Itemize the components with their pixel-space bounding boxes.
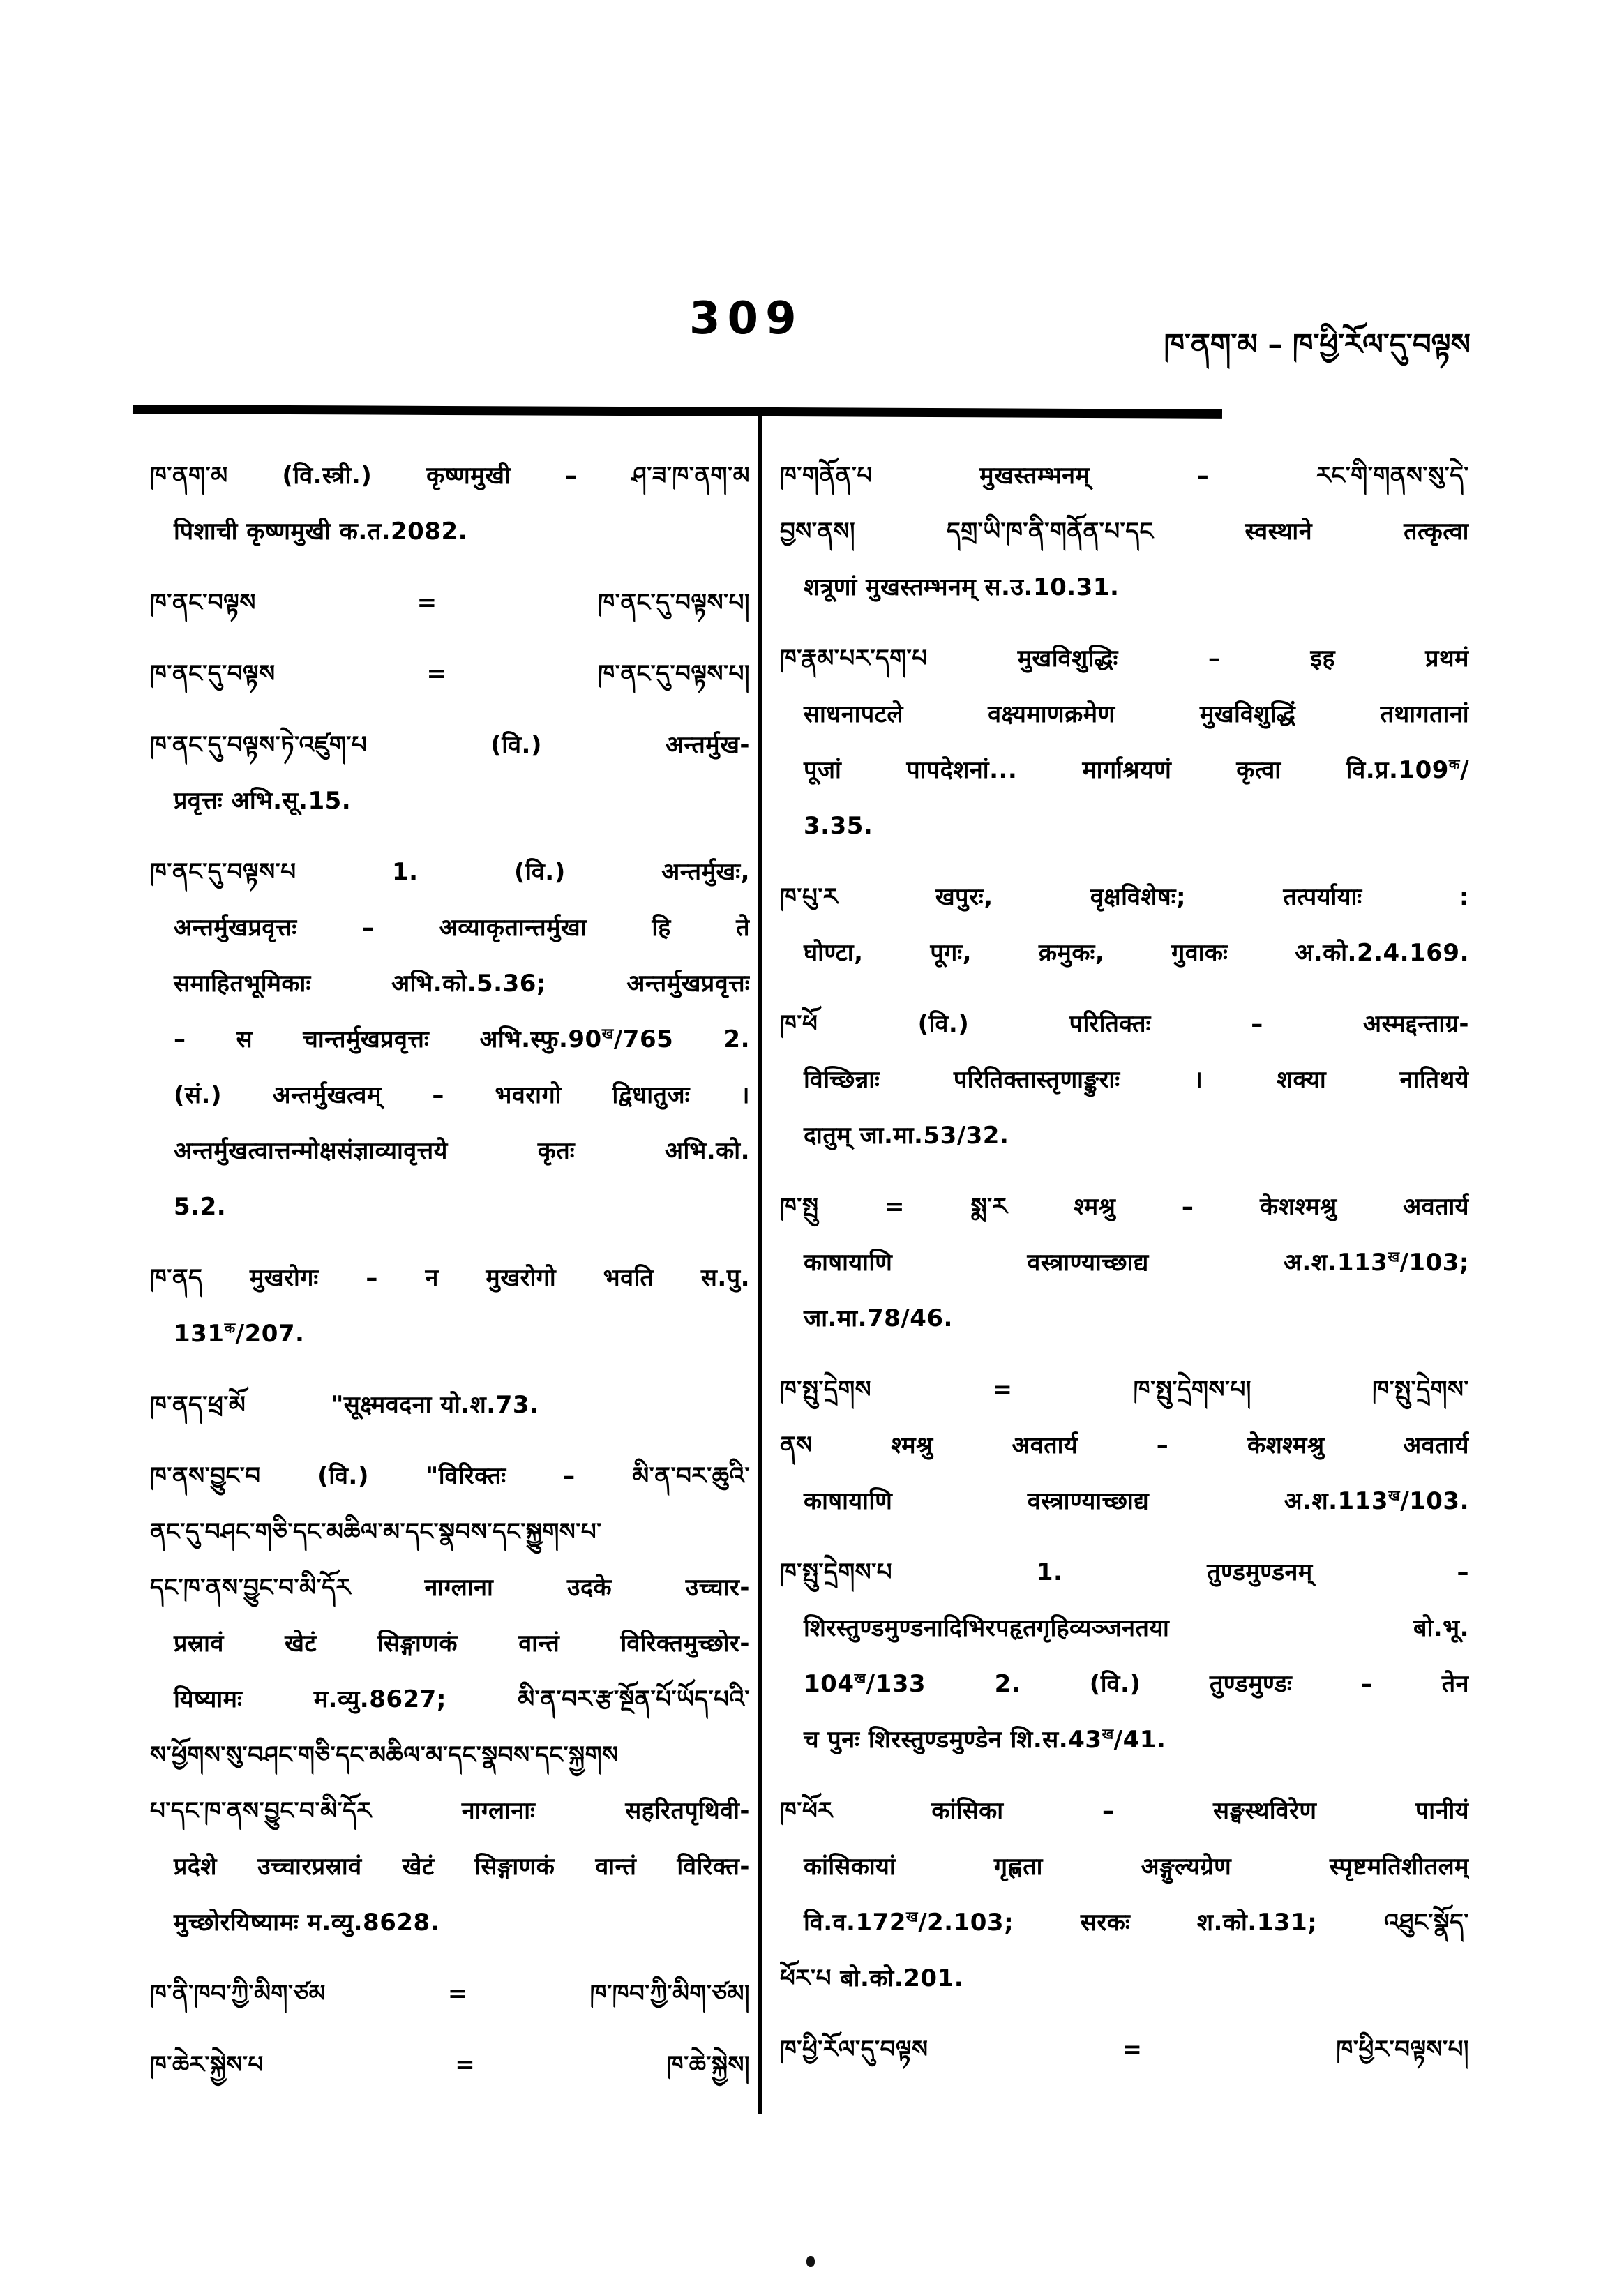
entry-line: च पुनः शिरस्तुण्डमुण्डेन $शि.स.43^ख/41$.: [804, 1725, 1166, 1754]
entry-line: [150, 448, 750, 504]
entry-headword: ཁ་ཆེར་སྐྱེས་པ: [150, 2051, 264, 2079]
entry-definition: कांसिका – सङ्घस्थविरेण पानीयं: [931, 1797, 1469, 1825]
entry-line: कांसिकायां गृह्णता अङ्गुल्यग्रेण स्पृष्टमतिशीतलम्: [804, 1853, 1469, 1881]
entry-line: साधनापटले वक्ष्यमाणक्रमेण मुखविशुद्धिं तथागतानां: [804, 700, 1469, 728]
entry-line: [150, 2037, 750, 2093]
entry-headword: ཁ་གནོན་པ: [780, 462, 873, 490]
entry-definition: (वि.) "विरिक्तः – མི་ན་བར་ཆུའི་: [317, 1462, 750, 1490]
entry-headword: ཁ་ནི་ཁབ་ཀྱི་མིག་ཙམ: [150, 1980, 326, 2008]
entry-line: $वि.व.172^ख/2.103$; सरकः श.को.131; འཐུང་སྣོད་: [804, 1908, 1469, 1937]
entry-headword: ཁ་ཕོ: [780, 1010, 818, 1038]
entry-line: [780, 2022, 1469, 2077]
entry-line: $131^क/207$.: [174, 1319, 305, 1348]
dict-entry: [150, 448, 750, 559]
dict-entry: [780, 1179, 1469, 1346]
dict-entry: [780, 996, 1469, 1164]
entry-line: [150, 646, 750, 702]
dict-entry: [780, 1362, 1469, 1529]
dict-entry: [150, 1377, 750, 1433]
entry-line: བྱས་ནས། དགྲ་ཡི་ཁ་ནི་གནོན་པ་དང स्वस्थाने तत्कृत्वा: [780, 518, 1469, 546]
entry-headword: ཁ་ནད་ཕྲ་མོ: [150, 1391, 246, 1419]
dict-entry: [780, 869, 1469, 981]
entry-definition: (वि.) अन्तर्मुख-: [490, 731, 750, 759]
entry-definition: मुखरोगः – न मुखरोगो भवति स.पु.: [249, 1264, 750, 1292]
entry-line: समाहितभूमिकाः अभि.को.5.36; अन्तर्मुखप्रवृत्तः: [174, 970, 750, 998]
entry-line: [780, 869, 1469, 925]
entry-definition: (वि.स्त्री.) कृष्णमुखी – ཤ་ཟ་ཁ་ནག་མ: [282, 462, 750, 490]
entry-line: [150, 1448, 750, 1504]
entry-headword: ཁ་ནས་བྱུང་བ: [150, 1462, 261, 1490]
entry-line: पिशाची कृष्णमुखी क.त.2082.: [174, 518, 468, 546]
dict-entry: [780, 1783, 1469, 2006]
entry-headword: ཁ་རྣམ་པར་དག་པ: [780, 645, 928, 672]
entry-definition: (वि.) परितिक्तः – अस्मद्दन्ताग्र-: [917, 1010, 1469, 1038]
entry-headword: ཁ་པུ་ར: [780, 883, 839, 911]
entry-headword: ཁ་ཕྱི་རོལ་དུ་བལྟས: [780, 2036, 928, 2063]
dict-entry: [150, 844, 750, 1235]
entry-headword: ཁ་ནད: [150, 1264, 203, 1292]
entry-line: यिष्यामः म.व्यु.8627; མི་ན་བར་རྩ་སྔོན་པོ་ཡོད་པའི་: [174, 1685, 750, 1713]
entry-line: प्रस्रावं खेटं सिङ्गाणकं वान्तं विरिक्तमुच्छोर-: [174, 1630, 750, 1657]
entry-line: जा.मा.78/46.: [804, 1305, 953, 1332]
entry-line: [150, 575, 750, 631]
entry-headword: ཁ་སྤུ་དྲེགས་པ: [780, 1558, 893, 1586]
entry-line: [780, 1179, 1469, 1235]
entry-definition: = ཁ་ནང་དུ་བལྟས་པ།: [416, 589, 750, 617]
entry-definition: 1. तुण्डमुण्डनम् –: [1036, 1558, 1469, 1586]
entry-line: शत्रूणां मुखस्तम्भनम् स.उ.10.31.: [804, 573, 1120, 601]
scan-ink-speck: [806, 2256, 815, 2267]
page-number: 309: [689, 293, 804, 345]
entry-line: 3.35.: [804, 812, 873, 840]
entry-line: (सं.) अन्तर्मुखत्वम् – भवरागो द्विधातुजः ।: [174, 1081, 750, 1109]
entry-definition: = ཁ་ཆེ་སྐྱེས།: [455, 2051, 750, 2079]
entry-line: मुच्छोरयिष्यामः म.व्यु.8628.: [174, 1909, 440, 1937]
entry-definition: = སྨ་ར श्मश्रु – केशश्मश्रु अवतार्य: [885, 1193, 1469, 1221]
entry-headword: ཁ་ནང་དུ་བལྟས: [150, 660, 276, 688]
entry-line: अन्तर्मुखत्वात्तन्मोक्षसंज्ञाव्यावृत्तये कृतः अभि.को.: [174, 1137, 750, 1165]
entry-definition: "सूक्ष्मवदना यो.श.73.: [331, 1391, 539, 1419]
dict-entry: [150, 646, 750, 702]
entry-line: दातुम् जा.मा.53/32.: [804, 1122, 1009, 1150]
entry-line: [780, 631, 1469, 686]
entry-headword: ཁ་ནང་དུ་བལྟས་པ: [150, 858, 296, 886]
entry-definition: मुखविशुद्धिः – इह प्रथमं: [1017, 645, 1469, 672]
entry-definition: = ཁ་ཕྱིར་བལྟས་པ།: [1122, 2036, 1469, 2063]
entry-line: अन्तर्मुखप्रवृत्तः – अव्याकृतान्तर्मुखा हि ते: [174, 914, 750, 942]
entry-line: घोण्टा, पूगः, क्रमुकः, गुवाकः अ.को.2.4.169.: [804, 939, 1469, 967]
entry-definition: 1. (वि.) अन्तर्मुखः,: [392, 858, 750, 886]
dict-entry: [780, 2022, 1469, 2077]
dict-entry: [150, 575, 750, 631]
entry-headword: ཁ་ནང་དུ་བལྟས་ཏེ་འཛུག་པ: [150, 731, 368, 759]
entry-line: विच्छिन्नाः परितिक्तास्तृणाङ्कुराः । शक्या नातिथये: [804, 1066, 1469, 1094]
running-head: ཁ་ནག་མ – ཁ་ཕྱི་རོལ་དུ་བལྟས: [1164, 327, 1471, 361]
dict-entry: [150, 1250, 750, 1362]
entry-line: [150, 1966, 750, 2022]
entry-headword: ཁ་ནང་བལྟས: [150, 589, 256, 617]
entry-line: [150, 844, 750, 900]
entry-headword: ཁ་སྤུ་དྲེགས: [780, 1376, 872, 1404]
entry-line: काषायाणि वस्त्राण्याच्छाद्य $अ.श.113^ख/103$;: [804, 1248, 1469, 1277]
entry-line: [780, 1783, 1469, 1839]
entry-line: [150, 1377, 750, 1433]
entry-line: – स चान्तर्मुखप्रवृत्तः $अभि.स्फु.90^ख/765$ 2.: [174, 1025, 750, 1053]
entry-headword: ཁ་སྤུ: [780, 1193, 819, 1221]
entry-line: ནས श्मश्रु अवतार्य – केशश्मश्रु अवतार्य: [780, 1431, 1469, 1459]
right-column: [780, 448, 1469, 2093]
entry-line: ནང་དུ་བཤང་གཅི་དང་མཆིལ་མ་དང་སྣབས་དང་སྐྱུགས་པ་: [150, 1518, 602, 1546]
entry-definition: मुखस्तम्भनम् – རང་གི་གནས་སུ་དེ་: [979, 462, 1469, 490]
dict-entry: [150, 1966, 750, 2022]
entry-definition: = ཁ་ཁབ་ཀྱི་མིག་ཙམ།: [447, 1980, 750, 2008]
dict-entry: [150, 717, 750, 829]
entry-line: [780, 1362, 1469, 1418]
dict-entry: [780, 631, 1469, 854]
entry-line: [780, 448, 1469, 504]
entry-line: 5.2.: [174, 1193, 227, 1221]
entry-line: $104^ख/133$ 2. (वि.) तुण्डमुण्डः – तेन: [804, 1669, 1469, 1698]
entry-line: [150, 1250, 750, 1306]
entry-line: [150, 717, 750, 773]
entry-line: [780, 996, 1469, 1052]
entry-line: དང་ཁ་ནས་བྱུང་བ་མི་དོར नाग्लाना उदके उच्चार-: [150, 1574, 750, 1602]
entry-definition: = ཁ་སྤུ་དྲེགས་པ། ཁ་སྤུ་དྲེགས་: [992, 1376, 1469, 1404]
entry-line: པ་དང་ཁ་ནས་བྱུང་བ་མི་དོར नाग्लानाः सहरितपृथिवी-: [150, 1797, 750, 1825]
entry-line: काषायाणि वस्त्राण्याच्छाद्य $अ.श.113^ख/103$.: [804, 1487, 1469, 1515]
dict-entry: [780, 448, 1469, 615]
entry-line: ཕོར་པ बो.को.201.: [780, 1964, 964, 1992]
left-column: [150, 448, 750, 2108]
dict-entry: [780, 1544, 1469, 1768]
entry-line: ས་ཕྱོགས་སུ་བཤང་གཅི་དང་མཆིལ་མ་དང་སྣབས་དང་སྐྱགས: [150, 1741, 619, 1769]
entry-definition: खपुरः, वृक्षविशेषः; तत्पर्यायाः :: [935, 883, 1469, 911]
dict-entry: [150, 1448, 750, 1950]
header-rule: [133, 405, 1222, 419]
entry-line: पूजां पापदेशनां... मार्गाश्रयणं कृत्वा $वि.प्र.109^क/$: [804, 755, 1469, 784]
entry-line: शिरस्तुण्डमुण्डनादिभिरपहृतगृहिव्यञ्जनतया बो.भू.: [804, 1614, 1469, 1642]
column-divider-rule: [758, 414, 762, 2114]
entry-line: प्रवृत्तः अभि.सू.15.: [174, 787, 352, 815]
entry-definition: = ཁ་ནང་དུ་བལྟས་པ།: [426, 660, 750, 688]
entry-headword: ཁ་ཕོར: [780, 1797, 833, 1825]
entry-line: प्रदेशे उच्चारप्रस्रावं खेटं सिङ्गाणकं वान्तं विरिक्त-: [174, 1853, 750, 1881]
entry-line: [780, 1544, 1469, 1600]
dict-entry: [150, 2037, 750, 2093]
entry-headword: ཁ་ནག་མ: [150, 462, 228, 490]
